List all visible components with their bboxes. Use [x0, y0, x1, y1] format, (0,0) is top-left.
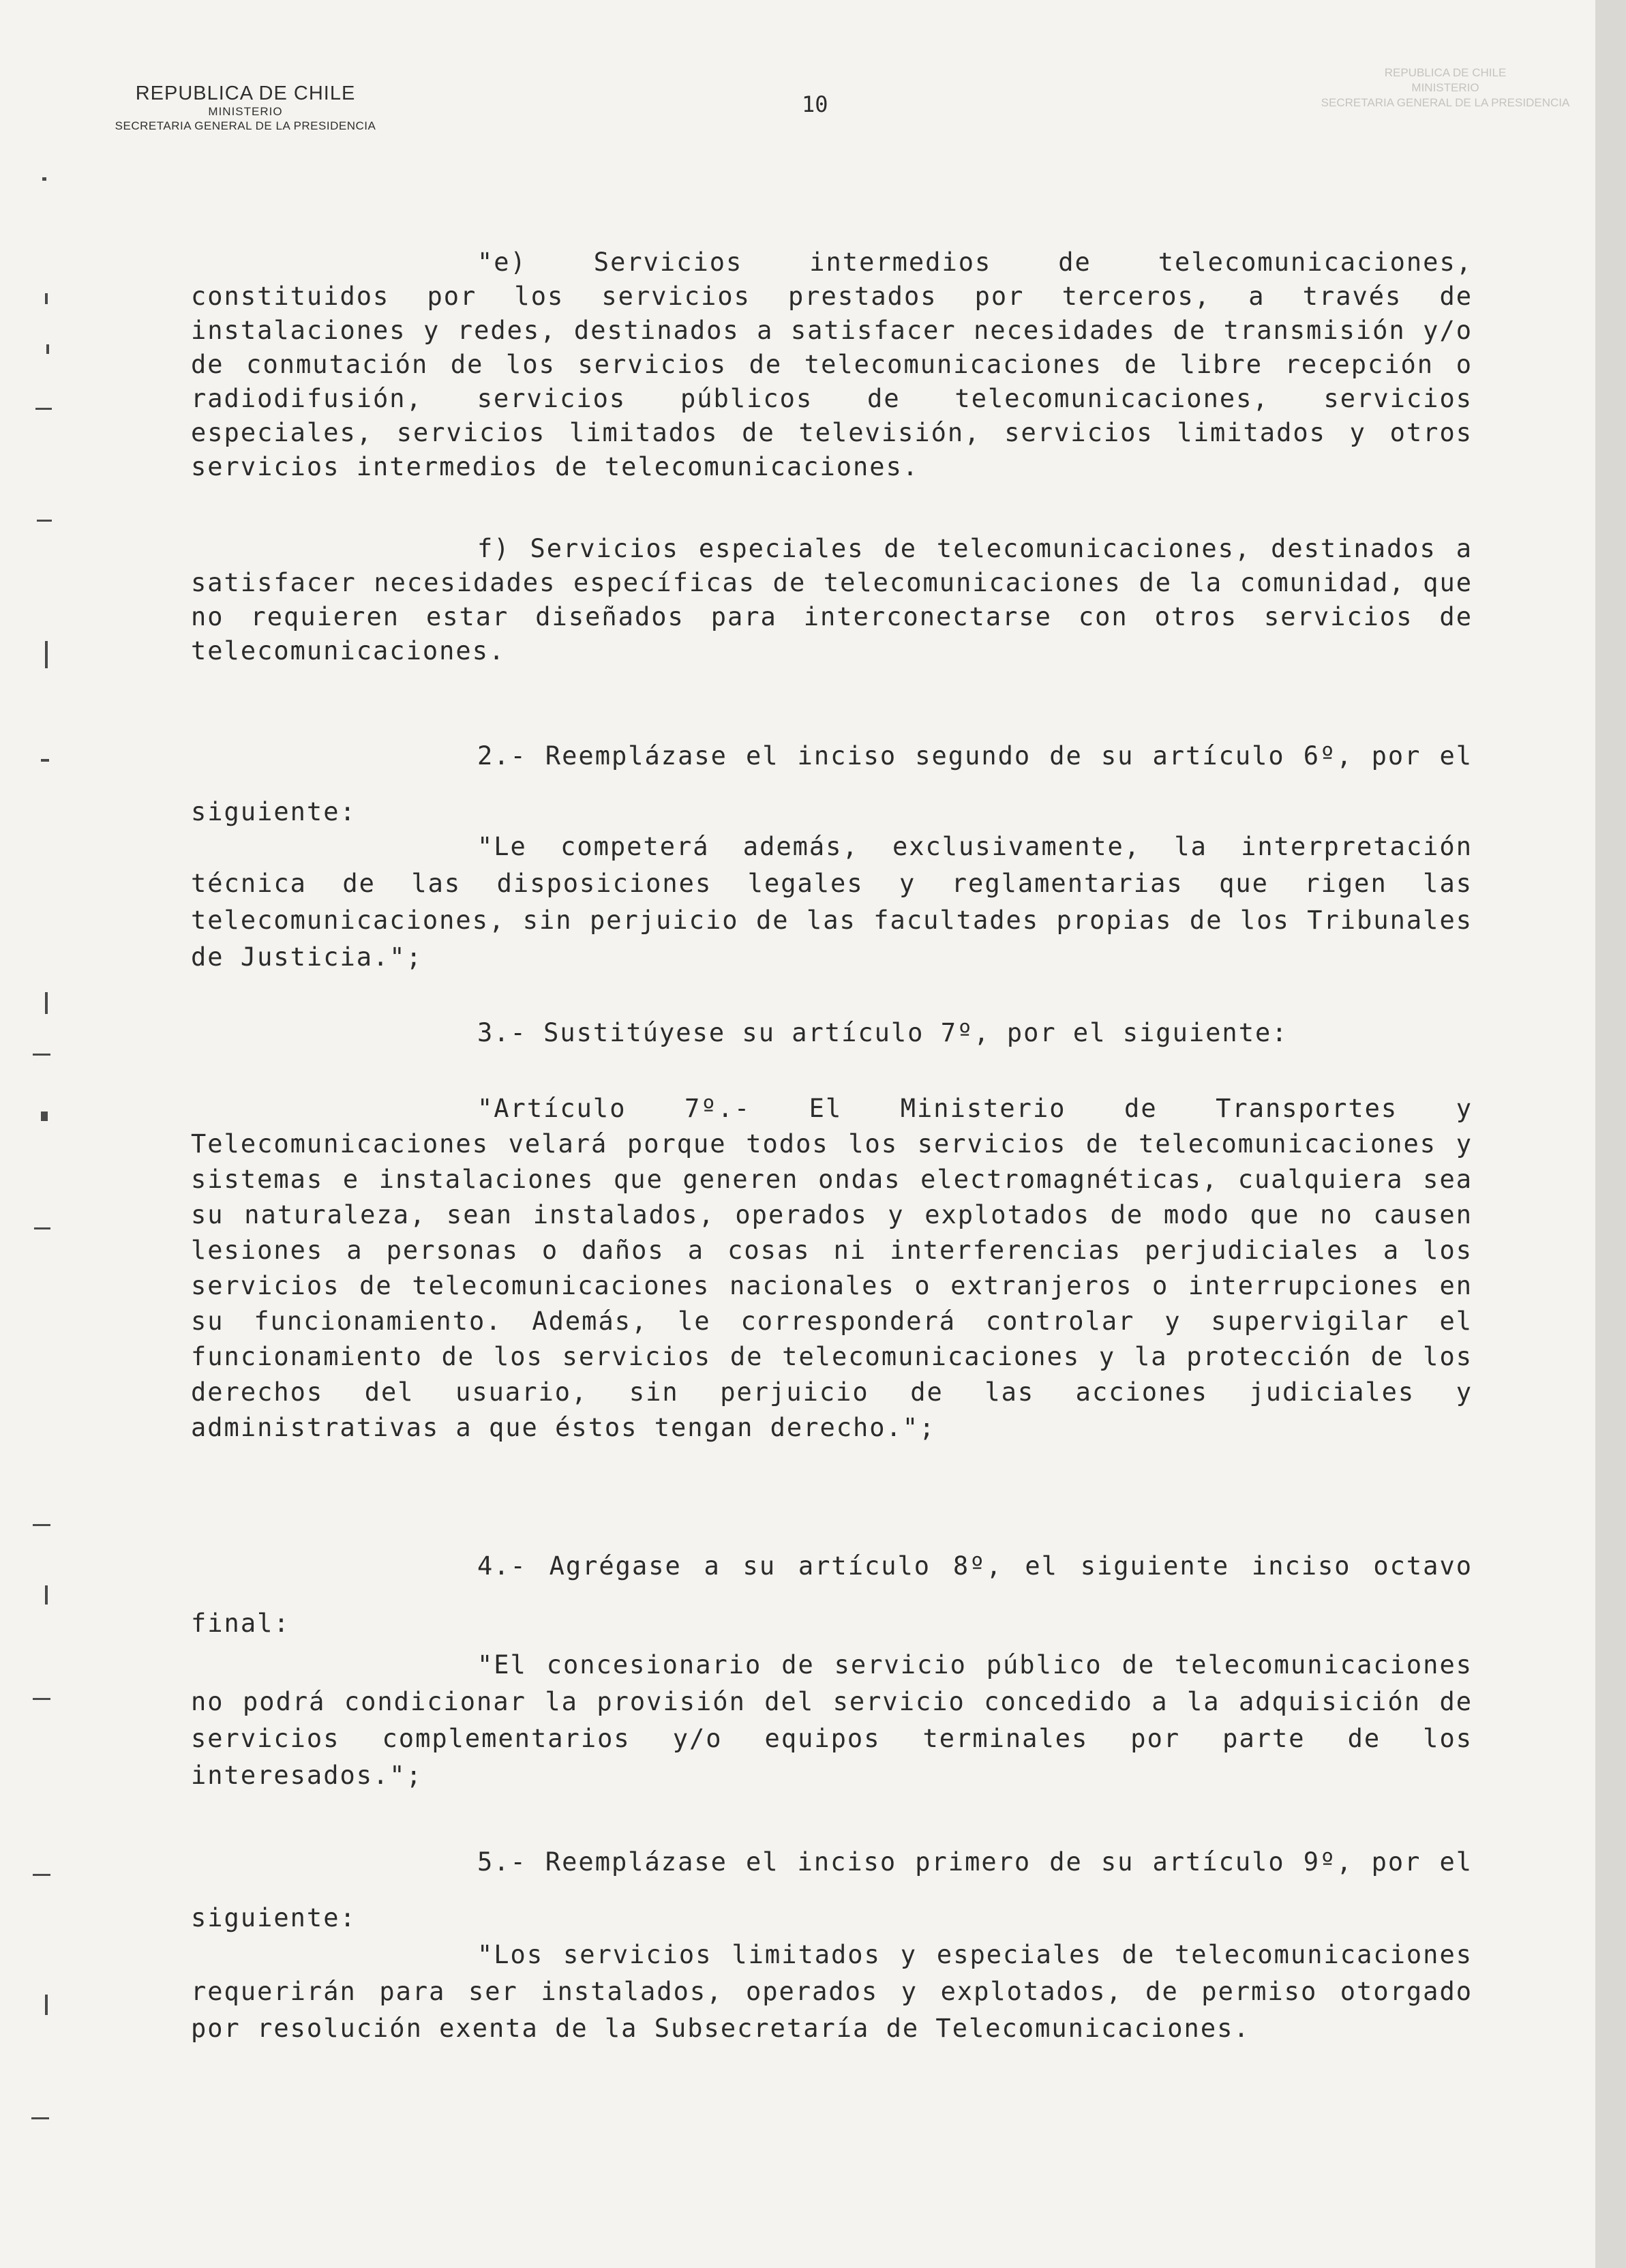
ghost-secretariat: SECRETARIA GENERAL DE LA PRESIDENCIA: [1321, 96, 1570, 109]
scan-edge-strip: [1595, 0, 1626, 2268]
page-number: 10: [802, 91, 828, 117]
item-4-heading: 4.- Agrégase a su artículo 8º, el siguiente inciso octavo final:: [191, 1551, 1473, 1638]
show-through-letterhead: [1309, 65, 1582, 110]
margin-mark: [45, 641, 48, 668]
item-3-heading: 3.- Sustitúyese su artículo 7º, por el siguiente:: [477, 1018, 1289, 1047]
margin-mark: [41, 1111, 48, 1121]
item-4-quote: "El concesionario de servicio público de telecomunicaciones no podrá condicionar la provisión del servicio concedido a la adquisición de servicios complementarios y/o equipos terminales por parte de los interesados.";: [191, 1650, 1473, 1790]
margin-mark: [33, 1524, 50, 1526]
letterhead-secretariat: SECRETARIA GENERAL DE LA PRESIDENCIA: [115, 119, 376, 132]
margin-mark: [37, 520, 52, 522]
margin-mark: [45, 1585, 48, 1605]
margin-mark: [42, 177, 46, 181]
ghost-country: REPUBLICA DE CHILE: [1384, 66, 1507, 79]
item-5-quote: "Los servicios limitados y especiales de telecomunicaciones requerirán para ser instalados, operados y explotados, de permiso otorgado por resolución exenta de la Subsecretaría de Telecomunicaciones.: [191, 1940, 1473, 2043]
ghost-ministry: MINISTERIO: [1411, 81, 1479, 94]
item-3-article-7-quote: "Artículo 7º.- El Ministerio de Transportes y Telecomunicaciones velará porque todos los servicios de telecomunicaciones y sistemas e instalaciones que generen ondas electromagnéticas, cualquiera sea su naturaleza, sean instalados, operados y explotados de modo que no causen lesiones a personas o daños a cosas ni interferencias perjudiciales a los servicios de telecomunicaciones nacionales o extranjeros o interrupciones en su funcionamiento. Además, le corresponderá controlar y supervigilar el funcionamiento de los servicios de telecomunicaciones y la protección de los derechos del usuario, sin perjuicio de las acciones judiciales y administrativas a que éstos tengan derecho.";: [191, 1094, 1473, 1442]
margin-mark: [45, 1995, 48, 2015]
letterhead-country: REPUBLICA DE CHILE: [135, 83, 356, 104]
margin-mark: [46, 344, 49, 354]
margin-mark: [31, 2117, 49, 2119]
margin-mark: [34, 1227, 50, 1229]
letterhead: [68, 82, 423, 134]
margin-mark: [45, 293, 48, 304]
item-2-heading: 2.- Reemplázase el inciso segundo de su artículo 6º, por el siguiente:: [191, 741, 1473, 826]
paragraph-f-special-services: f) Servicios especiales de telecomunicaciones, destinados a satisfacer necesidades específicas de telecomunicaciones de la comunidad, que no requieren estar diseñados para interconectarse con otros servicios de telecomunicaciones.: [191, 534, 1473, 666]
letterhead-ministry: MINISTERIO: [208, 105, 283, 118]
margin-mark: [33, 1054, 50, 1056]
margin-mark: [33, 1698, 50, 1700]
margin-mark: [45, 992, 48, 1014]
margin-mark: [35, 408, 52, 410]
margin-mark: [41, 759, 49, 762]
item-2-quote: "Le competerá además, exclusivamente, la interpretación técnica de las disposiciones legales y reglamentarias que rigen las telecomunicaciones, sin perjuicio de las facultades propias de los Tribunales de Justicia.";: [191, 832, 1473, 972]
margin-mark: [33, 1874, 50, 1876]
paragraph-e-intermediate-services: "e) Servicios intermedios de telecomunicaciones, constituidos por los servicios prestados por terceros, a través de instalaciones y redes, destinados a satisfacer necesidades de transmisión y/o de conmutación de los servicios de telecomunicaciones de libre recepción o radiodifusión, servicios públicos de telecomunicaciones, servicios especiales, servicios limitados de televisión, servicios limitados y otros servicios intermedios de telecomunicaciones.: [191, 248, 1473, 481]
item-5-heading: 5.- Reemplázase el inciso primero de su artículo 9º, por el siguiente:: [191, 1847, 1473, 1933]
